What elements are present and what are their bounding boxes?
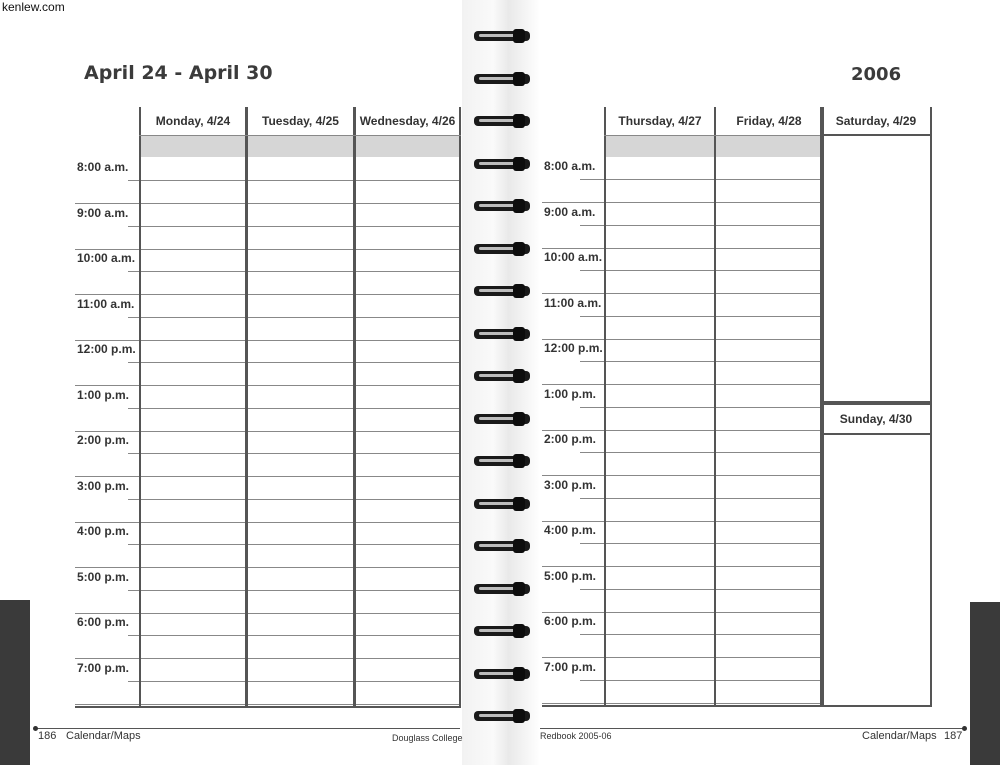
time-label: 1:00 p.m. xyxy=(77,387,130,402)
time-label: 4:00 p.m. xyxy=(77,524,130,538)
time-label: 1:00 p.m. xyxy=(544,386,597,401)
day-header: Tuesday, 4/25 xyxy=(262,114,339,128)
left-footer-publisher: Douglass College xyxy=(392,733,463,743)
day-header: Thursday, 4/27 xyxy=(618,114,702,128)
spiral-ring xyxy=(473,496,531,512)
time-label: 9:00 a.m. xyxy=(77,205,129,220)
spiral-ring xyxy=(473,326,531,342)
time-label: 9:00 a.m. xyxy=(544,204,596,219)
time-label: 10:00 a.m. xyxy=(77,251,136,265)
time-label: 2:00 p.m. xyxy=(544,432,597,446)
header-rule xyxy=(604,135,822,136)
time-label: 4:00 p.m. xyxy=(544,523,597,537)
day-shade-bar xyxy=(141,135,245,157)
spiral-ring xyxy=(473,198,531,214)
day-header: Monday, 4/24 xyxy=(155,114,231,128)
day-column xyxy=(246,107,355,707)
spiral-ring xyxy=(473,28,531,44)
day-header: Wednesday, 4/26 xyxy=(359,114,456,128)
spiral-ring xyxy=(473,71,531,87)
day-header: Friday, 4/28 xyxy=(736,114,802,128)
watermark: kenlew.com xyxy=(2,0,65,14)
time-label: 12:00 p.m. xyxy=(77,342,136,356)
spiral-ring xyxy=(473,623,531,639)
time-label: 10:00 a.m. xyxy=(544,250,603,264)
right-footer-section: Calendar/Maps xyxy=(862,730,937,742)
time-label: 11:00 a.m. xyxy=(544,295,602,310)
sunday-box xyxy=(820,403,932,707)
time-label: 6:00 p.m. xyxy=(544,614,597,628)
week-range-title: April 24 - April 30 xyxy=(84,62,273,84)
spiral-ring xyxy=(473,581,531,597)
right-edge-tab xyxy=(970,602,1000,765)
time-label: 8:00 a.m. xyxy=(77,160,129,174)
sunday-header-rule xyxy=(822,433,930,435)
sunday-header: Sunday, 4/30 xyxy=(839,412,913,426)
day-shade-bar xyxy=(356,135,459,157)
time-label: 7:00 p.m. xyxy=(77,660,130,675)
saturday-header: Saturday, 4/29 xyxy=(835,114,917,128)
time-label: 3:00 p.m. xyxy=(544,477,597,492)
year-title: 2006 xyxy=(851,64,902,85)
saturday-box xyxy=(820,107,932,403)
spiral-ring xyxy=(473,156,531,172)
spiral-ring xyxy=(473,538,531,554)
right-footer-book: Redbook 2005-06 xyxy=(540,731,612,741)
saturday-header-rule xyxy=(822,134,930,136)
time-label: 7:00 p.m. xyxy=(544,659,597,674)
time-label: 2:00 p.m. xyxy=(77,433,130,447)
left-edge-tab xyxy=(0,600,30,765)
time-label: 8:00 a.m. xyxy=(544,159,596,173)
time-label: 11:00 a.m. xyxy=(77,296,135,311)
time-label: 12:00 p.m. xyxy=(544,341,603,355)
day-shade-bar xyxy=(248,135,353,157)
day-column xyxy=(139,107,247,707)
time-label: 5:00 p.m. xyxy=(544,568,597,583)
spiral-ring xyxy=(473,113,531,129)
right-page-number: 187 xyxy=(944,730,963,742)
day-shade-bar xyxy=(606,135,714,157)
time-label: 5:00 p.m. xyxy=(77,569,130,584)
right-footer-rule xyxy=(540,728,964,729)
day-shade-bar xyxy=(716,135,822,157)
day-column xyxy=(604,107,716,706)
spiral-ring xyxy=(473,453,531,469)
left-page-number: 186 xyxy=(38,730,57,742)
day-column xyxy=(354,107,461,707)
spiral-ring xyxy=(473,241,531,257)
left-footer-section: Calendar/Maps xyxy=(66,730,141,742)
spiral-ring xyxy=(473,411,531,427)
spiral-ring xyxy=(473,708,531,724)
header-rule xyxy=(139,135,461,136)
spiral-ring xyxy=(473,368,531,384)
left-footer-rule xyxy=(36,728,460,729)
right-footer-dot xyxy=(962,726,967,731)
spiral-ring xyxy=(473,666,531,682)
day-column xyxy=(714,107,824,706)
spiral-ring xyxy=(473,283,531,299)
time-label: 6:00 p.m. xyxy=(77,615,130,629)
time-label: 3:00 p.m. xyxy=(77,478,130,493)
